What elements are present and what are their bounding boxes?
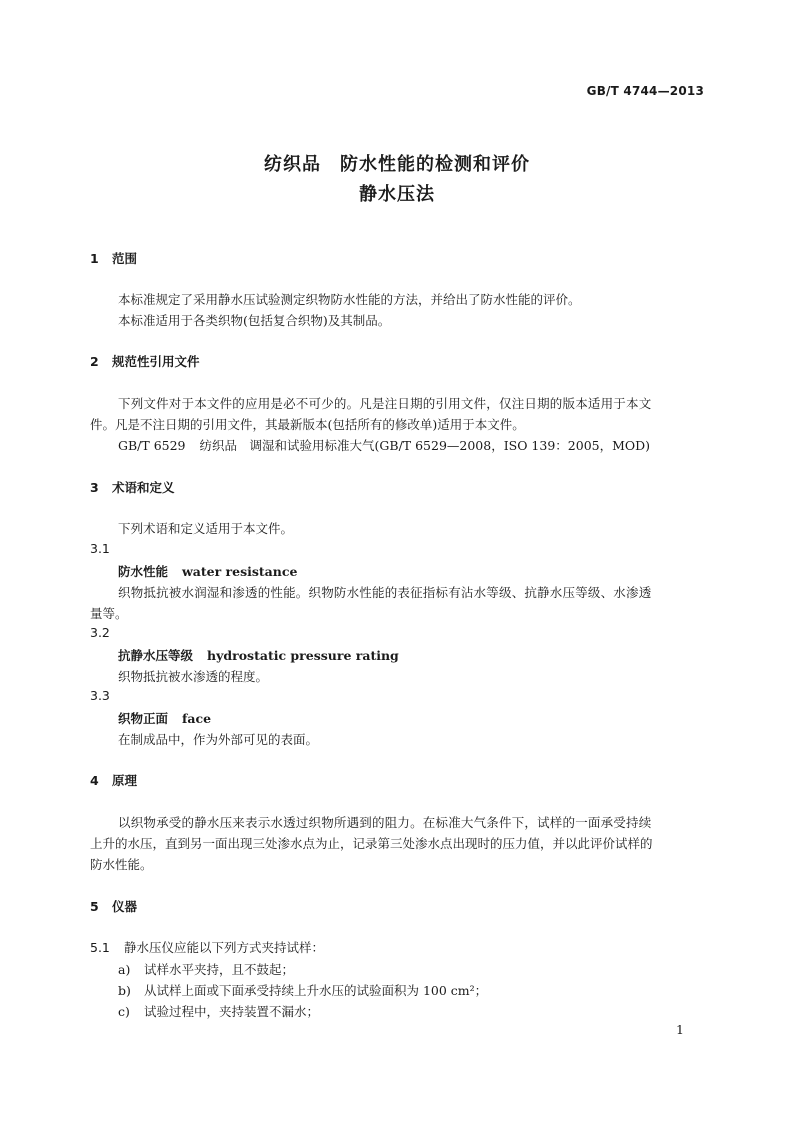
- document-subtitle: 静水压法: [359, 184, 435, 205]
- paragraph-line: 件。凡是不注日期的引用文件，其最新版本(包括所有的修改单)适用于本文件。: [90, 417, 525, 432]
- term-chinese: 织物正面: [118, 711, 169, 726]
- section-title: 规范性引用文件: [112, 354, 200, 369]
- paragraph-line: 防水性能。: [90, 857, 153, 872]
- section-2-heading: [90, 352, 200, 370]
- subclause-number: 5.1: [90, 940, 110, 955]
- section-number: 2: [90, 354, 99, 369]
- term-chinese: 防水性能: [118, 564, 169, 579]
- term-number: 3.1: [90, 541, 110, 556]
- section-1-heading: [90, 249, 137, 267]
- section-number: 5: [90, 899, 99, 914]
- term-english: hydrostatic pressure rating: [207, 648, 399, 663]
- reference-title: 纺织品 调湿和试验用标准大气(GB/T 6529—2008，ISO 139：2005，MOD): [199, 438, 651, 453]
- section-number: 3: [90, 480, 99, 495]
- list-item: [118, 1002, 319, 1020]
- paragraph-line: 以织物承受的静水压来表示水透过织物所遇到的阻力。在标准大气条件下，试样的一面承受持续: [118, 815, 652, 830]
- list-item: [118, 960, 294, 978]
- paragraph: 本标准适用于各类织物(包括复合织物)及其制品。: [118, 313, 391, 328]
- section-title: 仪器: [112, 899, 138, 914]
- normative-reference: [118, 436, 650, 454]
- term-entry: [118, 709, 211, 727]
- list-item: [118, 981, 487, 999]
- term-number: 3.3: [90, 688, 110, 703]
- term-number: 3.2: [90, 625, 110, 640]
- subclause-text: 静水压仪应能以下列方式夹持试样：: [124, 940, 325, 955]
- section-4-heading: [90, 771, 137, 789]
- term-chinese: 抗静水压等级: [118, 648, 194, 663]
- section-title: 范围: [112, 251, 138, 266]
- standard-number: GB/T 4744—2013: [586, 84, 704, 98]
- section-title: 术语和定义: [112, 480, 175, 495]
- list-text: 试验过程中，夹持装置不漏水；: [144, 1004, 320, 1019]
- paragraph-line: 上升的水压，直到另一面出现三处渗水点为止，记录第三处渗水点出现时的压力值，并以此评价试样的: [90, 836, 653, 851]
- term-definition: 织物抵抗被水润湿和渗透的性能。织物防水性能的表征指标有沾水等级、抗静水压等级、水渗透: [118, 585, 652, 600]
- section-title: 原理: [112, 773, 138, 788]
- reference-code: GB/T 6529: [118, 438, 186, 453]
- term-entry: [118, 562, 297, 580]
- section-3-heading: [90, 478, 175, 496]
- list-marker: b): [118, 983, 131, 998]
- term-definition: 量等。: [90, 606, 128, 621]
- section-5-heading: [90, 897, 137, 915]
- document-title: 纺织品 防水性能的检测和评价: [264, 154, 530, 175]
- term-english: water resistance: [182, 564, 298, 579]
- page-number: 1: [676, 1022, 684, 1037]
- paragraph: 本标准规定了采用静水压试验测定织物防水性能的方法，并给出了防水性能的评价。: [118, 292, 581, 307]
- term-entry: [118, 646, 399, 664]
- term-definition: 在制成品中，作为外部可见的表面。: [118, 732, 319, 747]
- list-text: 从试样上面或下面承受持续上升水压的试验面积为 100 cm²；: [144, 983, 488, 998]
- section-number: 4: [90, 773, 99, 788]
- list-marker: a): [118, 962, 131, 977]
- paragraph-line: 下列文件对于本文件的应用是必不可少的。凡是注日期的引用文件，仅注日期的版本适用于本文: [118, 396, 652, 411]
- list-marker: c): [118, 1004, 130, 1019]
- term-definition: 织物抵抗被水渗透的程度。: [118, 669, 269, 684]
- list-text: 试样水平夹持，且不鼓起；: [144, 962, 295, 977]
- subclause: [90, 938, 324, 956]
- paragraph: 下列术语和定义适用于本文件。: [118, 521, 294, 536]
- term-english: face: [182, 711, 212, 726]
- section-number: 1: [90, 251, 99, 266]
